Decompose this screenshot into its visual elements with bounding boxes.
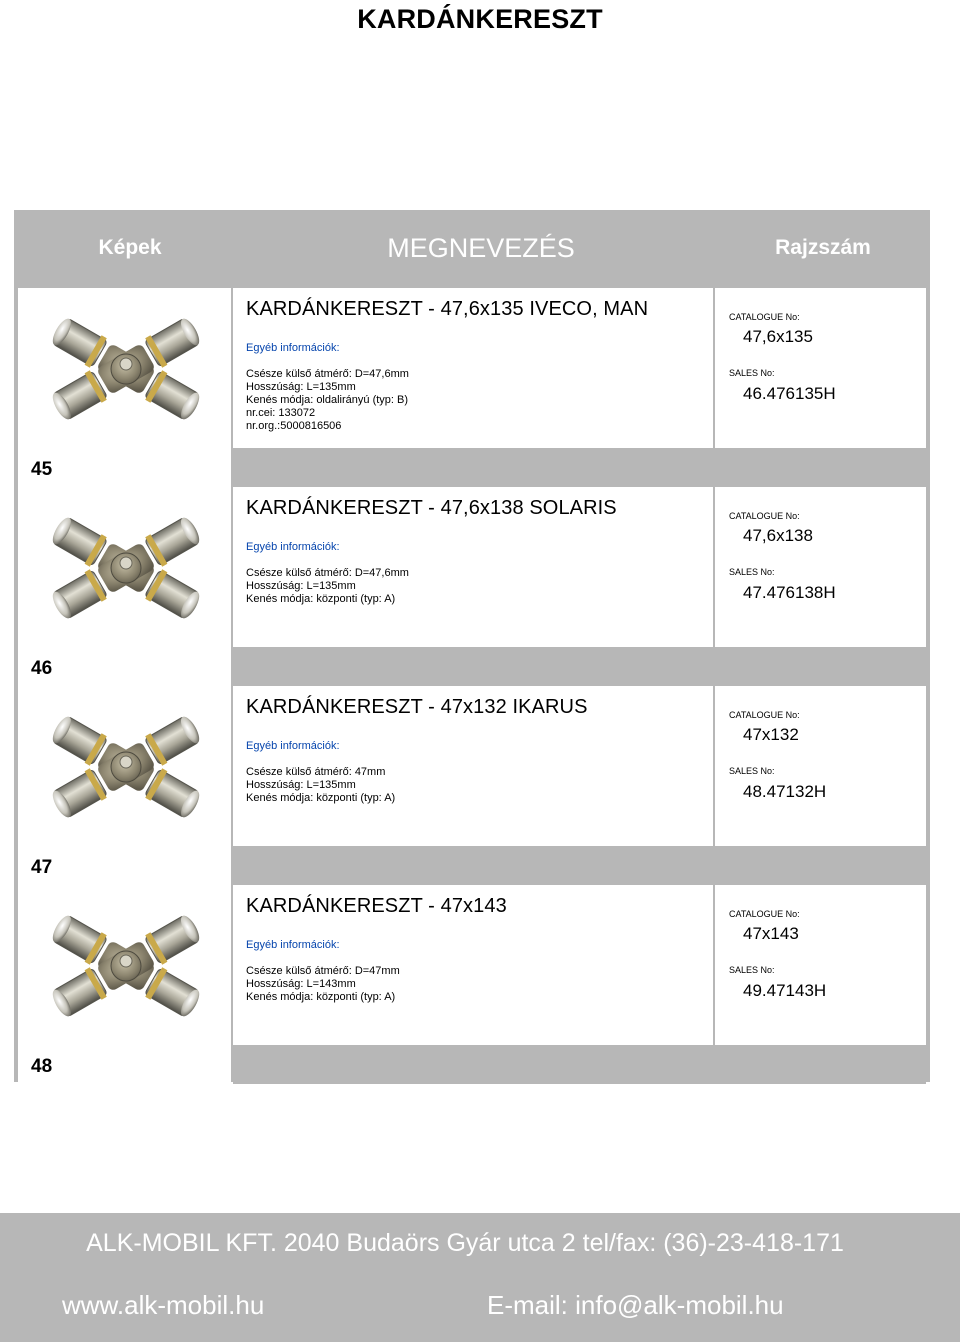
image-cell <box>18 885 231 1084</box>
row-divider <box>233 847 926 885</box>
spec-line: Hosszúság: L=135mm <box>246 779 356 791</box>
spec-line: Csésze külső átmérő: 47mm <box>246 766 386 778</box>
spec-line: Csésze külső átmérő: D=47,6mm <box>246 368 409 380</box>
sales-no: 47.476138H <box>743 583 836 602</box>
universal-joint-image <box>42 497 210 639</box>
row-divider <box>233 648 926 686</box>
image-cell <box>18 487 231 686</box>
table-header <box>14 210 930 286</box>
spec-line: Kenés módja: oldalirányú (typ: B) <box>246 394 409 406</box>
product-row <box>18 686 926 885</box>
product-row <box>18 288 926 487</box>
spec-list <box>246 766 395 805</box>
row-number: 46 <box>31 658 53 679</box>
header-part-number: Rajzszám <box>775 236 871 259</box>
row-divider <box>233 1046 926 1084</box>
sales-no-label: SALES No: <box>729 766 775 776</box>
extra-info-label: Egyéb információk: <box>246 541 340 553</box>
image-cell <box>18 686 231 885</box>
info-cell <box>233 487 713 647</box>
product-row <box>18 487 926 686</box>
sales-no: 48.47132H <box>743 782 827 801</box>
sales-no-label: SALES No: <box>729 965 775 975</box>
company-address: ALK-MOBIL KFT. 2040 Budaörs Gyár utca 2 tel/fax: (36)-23-418-171 <box>86 1229 844 1257</box>
spec-line: nr.cei: 133072 <box>246 407 316 419</box>
spec-list <box>246 567 409 606</box>
header-name: MEGNEVEZÉS <box>387 232 575 263</box>
row-number: 48 <box>31 1056 53 1077</box>
header-images: Képek <box>98 236 162 259</box>
universal-joint-image <box>42 696 210 838</box>
catalogue-no-label: CATALOGUE No: <box>729 710 800 720</box>
extra-info-label: Egyéb információk: <box>246 939 340 951</box>
sales-no-label: SALES No: <box>729 567 775 577</box>
universal-joint-image <box>42 298 210 440</box>
catalogue-no-label: CATALOGUE No: <box>729 909 800 919</box>
product-row <box>18 885 926 1084</box>
extra-info-label: Egyéb információk: <box>246 342 340 354</box>
universal-joint-image <box>42 895 210 1037</box>
info-cell <box>233 288 713 448</box>
catalogue-no: 47x132 <box>743 725 799 744</box>
sales-no-label: SALES No: <box>729 368 775 378</box>
info-cell <box>233 885 713 1045</box>
extra-info-label: Egyéb információk: <box>246 740 340 752</box>
spec-list <box>246 368 409 433</box>
spec-line: Kenés módja: központi (typ: A) <box>246 593 396 605</box>
part-cell <box>715 487 926 647</box>
row-number: 45 <box>31 459 53 480</box>
catalogue-no: 47,6x135 <box>743 327 813 346</box>
page-title: KARDÁNKERESZT <box>357 4 603 34</box>
sales-no: 49.47143H <box>743 981 827 1000</box>
spec-line: Csésze külső átmérő: D=47mm <box>246 965 400 977</box>
catalogue-no: 47,6x138 <box>743 526 813 545</box>
product-title: KARDÁNKERESZT - 47,6x135 IVECO, MAN <box>246 298 649 320</box>
spec-line: Kenés módja: központi (typ: A) <box>246 792 396 804</box>
spec-line: Hosszúság: L=135mm <box>246 580 356 592</box>
catalogue-no: 47x143 <box>743 924 799 943</box>
catalogue-no-label: CATALOGUE No: <box>729 312 800 322</box>
spec-line: Kenés módja: központi (typ: A) <box>246 991 396 1003</box>
part-cell <box>715 885 926 1045</box>
spec-line: Csésze külső átmérő: D=47,6mm <box>246 567 409 579</box>
product-title: KARDÁNKERESZT - 47x143 <box>246 895 507 917</box>
part-cell <box>715 686 926 846</box>
catalog-table <box>14 210 930 1082</box>
spec-line: Hosszúság: L=135mm <box>246 381 356 393</box>
footer <box>0 1213 960 1342</box>
spec-line: Hosszúság: L=143mm <box>246 978 356 990</box>
row-number: 47 <box>31 857 53 878</box>
website-link[interactable]: www.alk-mobil.hu <box>62 1290 265 1320</box>
product-title: KARDÁNKERESZT - 47,6x138 SOLARIS <box>246 497 617 519</box>
email-link[interactable]: E-mail: info@alk-mobil.hu <box>487 1290 784 1320</box>
sales-no: 46.476135H <box>743 384 836 403</box>
part-cell <box>715 288 926 448</box>
spec-list <box>246 965 400 1004</box>
info-cell <box>233 686 713 846</box>
row-divider <box>233 449 926 487</box>
catalogue-no-label: CATALOGUE No: <box>729 511 800 521</box>
spec-line: nr.org.:5000816506 <box>246 420 342 432</box>
product-title: KARDÁNKERESZT - 47x132 IKARUS <box>246 696 588 718</box>
image-cell <box>18 288 231 487</box>
